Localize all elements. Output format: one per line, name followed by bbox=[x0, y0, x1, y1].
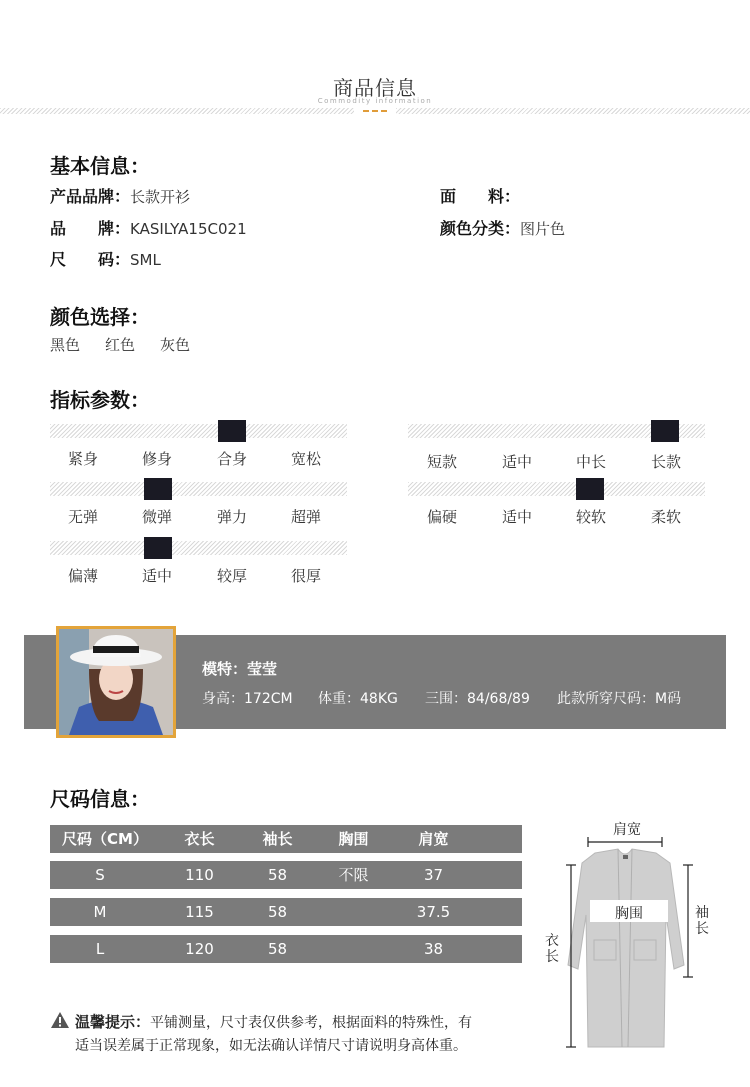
header-dash bbox=[363, 110, 369, 112]
color-category-row bbox=[440, 216, 565, 239]
chest-label: 胸围 bbox=[615, 906, 643, 922]
length-label: 衣长 bbox=[545, 933, 559, 965]
color-category-label: 颜色分类： bbox=[440, 219, 521, 238]
fit-scale-label: 紧身 bbox=[67, 450, 98, 468]
note-text-1: 平铺测量，尺寸表仅供参考，根据面料的特殊性，有 bbox=[150, 1015, 473, 1031]
elasticity-scale-bar bbox=[50, 482, 347, 496]
fit-scale-bar bbox=[50, 424, 347, 438]
note-label: 温馨提示： bbox=[75, 1013, 151, 1031]
thickness-scale-label: 适中 bbox=[141, 567, 172, 585]
length-scale-marker bbox=[651, 420, 679, 442]
table-header-cell: 尺码（CM） bbox=[62, 830, 148, 848]
basic-info-heading: 基本信息： bbox=[50, 154, 150, 178]
thickness-scale-bar bbox=[50, 541, 347, 555]
table-row bbox=[50, 861, 522, 889]
softness-scale-label: 适中 bbox=[501, 508, 532, 526]
color-option: 灰色 bbox=[160, 336, 191, 354]
elasticity-scale-label: 微弹 bbox=[141, 508, 172, 526]
fit-scale-marker bbox=[218, 420, 246, 442]
length-scale-label: 适中 bbox=[501, 453, 532, 471]
table-header-cell: 肩宽 bbox=[418, 830, 449, 848]
section-title: 商品信息 bbox=[333, 76, 417, 100]
thickness-scale-label: 偏薄 bbox=[67, 567, 98, 585]
header-divider-right bbox=[396, 108, 750, 114]
model-weight: 体重：48KG bbox=[318, 691, 398, 707]
size-info-heading: 尺码信息： bbox=[50, 787, 150, 811]
table-cell: 58 bbox=[267, 903, 288, 921]
table-header-cell: 胸围 bbox=[338, 830, 369, 848]
brand-value: KASILYA15C021 bbox=[130, 220, 247, 238]
table-cell: 58 bbox=[267, 866, 288, 884]
table-cell: 37.5 bbox=[416, 903, 451, 921]
brand-label: 品 牌： bbox=[50, 219, 131, 238]
note-line-2: 适当误差属于正常现象，如无法确认详情尺寸请说明身高体重。 bbox=[75, 1038, 467, 1054]
color-category-value: 图片色 bbox=[520, 220, 566, 238]
warning-icon bbox=[50, 1011, 70, 1033]
table-cell: S bbox=[95, 866, 105, 884]
elasticity-scale-label: 超弹 bbox=[290, 508, 321, 526]
table-row bbox=[50, 898, 522, 926]
shoulder-label: 肩宽 bbox=[613, 822, 641, 838]
thickness-scale-marker bbox=[144, 537, 172, 559]
table-cell: L bbox=[95, 940, 105, 958]
softness-scale-marker bbox=[576, 478, 604, 500]
sleeve-label: 袖长 bbox=[695, 905, 709, 937]
table-header-cell: 衣长 bbox=[184, 830, 215, 848]
elasticity-scale-marker bbox=[144, 478, 172, 500]
size-row bbox=[50, 247, 161, 270]
color-option: 红色 bbox=[105, 336, 136, 354]
table-cell: 38 bbox=[423, 940, 444, 958]
table-cell: 37 bbox=[423, 866, 444, 884]
product-brand-value: 长款开衫 bbox=[130, 188, 191, 206]
model-name: 模特：莹莹 bbox=[202, 660, 278, 678]
color-option: 黑色 bbox=[50, 336, 81, 354]
header-divider-left bbox=[0, 108, 354, 114]
softness-scale-bar bbox=[408, 482, 705, 496]
model-height: 身高：172CM bbox=[202, 691, 293, 707]
fabric-label: 面 料： bbox=[440, 187, 521, 206]
table-cell: 58 bbox=[267, 940, 288, 958]
thickness-scale-label: 较厚 bbox=[216, 567, 247, 585]
product-brand-row bbox=[50, 184, 190, 207]
note-line-1 bbox=[75, 1011, 472, 1032]
fit-scale-label: 宽松 bbox=[290, 450, 321, 468]
softness-scale-label: 较软 bbox=[575, 508, 606, 526]
measurement-diagram bbox=[540, 815, 710, 1055]
model-size-worn: 此款所穿尺码：M码 bbox=[557, 691, 682, 707]
size-label: 尺 码： bbox=[50, 250, 131, 269]
color-selection-heading: 颜色选择： bbox=[50, 305, 150, 329]
fabric-row bbox=[440, 184, 520, 207]
fit-scale-label: 修身 bbox=[141, 450, 172, 468]
brand-row bbox=[50, 216, 247, 239]
table-cell: 不限 bbox=[338, 866, 369, 884]
model-photo bbox=[56, 626, 176, 738]
softness-scale-label: 柔软 bbox=[650, 508, 681, 526]
length-scale-label: 长款 bbox=[650, 453, 681, 471]
table-cell: 110 bbox=[185, 866, 214, 884]
elasticity-scale-label: 弹力 bbox=[216, 508, 247, 526]
header-dash bbox=[372, 110, 378, 112]
table-cell: 115 bbox=[185, 903, 214, 921]
indicators-heading: 指标参数： bbox=[50, 388, 150, 412]
section-subtitle: Commodity information bbox=[317, 97, 433, 105]
size-table-header bbox=[50, 825, 522, 853]
length-scale-label: 短款 bbox=[426, 453, 457, 471]
table-header-cell: 袖长 bbox=[262, 830, 293, 848]
fit-scale-label: 合身 bbox=[216, 450, 247, 468]
table-row bbox=[50, 935, 522, 963]
softness-scale-label: 偏硬 bbox=[426, 508, 457, 526]
size-value: SML bbox=[130, 251, 161, 269]
table-cell: M bbox=[93, 903, 107, 921]
header-dash bbox=[381, 110, 387, 112]
elasticity-scale-label: 无弹 bbox=[67, 508, 98, 526]
product-brand-label: 产品品牌： bbox=[50, 187, 131, 206]
thickness-scale-label: 很厚 bbox=[290, 567, 321, 585]
cardigan-illustration bbox=[540, 815, 710, 1055]
table-cell: 120 bbox=[185, 940, 214, 958]
model-measurements: 三围：84/68/89 bbox=[425, 691, 530, 707]
length-scale-label: 中长 bbox=[575, 453, 606, 471]
